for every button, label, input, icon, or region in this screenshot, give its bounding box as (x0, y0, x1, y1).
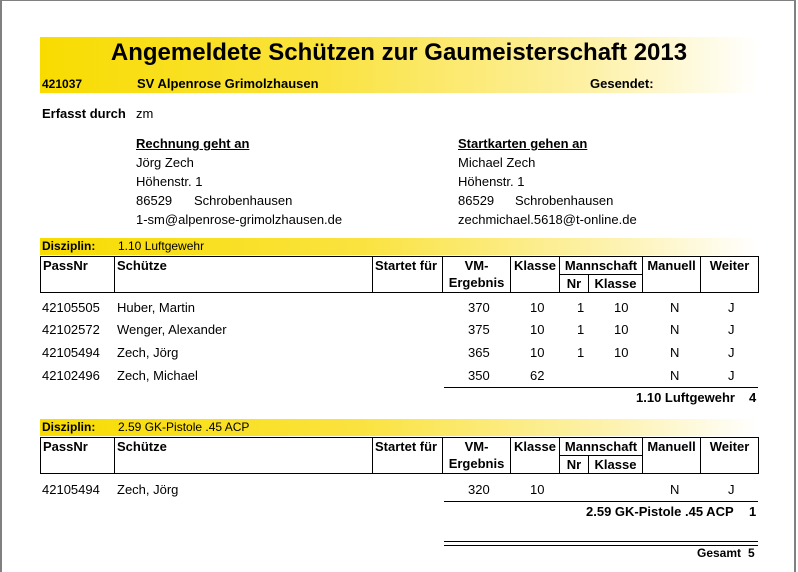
row-name: Zech, Michael (117, 368, 198, 383)
row-result: 320 (468, 482, 490, 497)
col-manual: Manuell (643, 438, 701, 474)
col-class: Klasse (511, 438, 560, 474)
startcards-street: Höhenstr. 1 (458, 174, 525, 189)
row-class: 62 (530, 368, 545, 383)
row-name: Wenger, Alexander (117, 322, 227, 337)
col-team-nr: Nr (560, 456, 589, 474)
row-further: J (728, 322, 735, 337)
startcards-city: Schrobenhausen (515, 193, 614, 208)
col-shooter: Schütze (115, 257, 373, 293)
row-team-nr: 1 (577, 322, 585, 337)
sent-label: Gesendet: (590, 76, 654, 91)
col-passnr: PassNr (41, 257, 115, 293)
row-manual: N (670, 368, 680, 383)
row-team-class: 10 (614, 345, 629, 360)
row-manual: N (670, 345, 680, 360)
row-further: J (728, 482, 735, 497)
row-further: J (728, 300, 735, 315)
discipline-table-header (40, 437, 759, 474)
club-name: SV Alpenrose Grimolzhausen (137, 76, 319, 91)
row-result: 375 (468, 322, 490, 337)
col-starts-for: Startet für (373, 257, 443, 293)
billing-street: Höhenstr. 1 (136, 174, 203, 189)
row-further: J (728, 368, 735, 383)
col-class: Klasse (511, 257, 560, 293)
row-further: J (728, 345, 735, 360)
row-name: Zech, Jörg (117, 482, 179, 497)
row-manual: N (670, 300, 680, 315)
billing-email: 1-sm@alpenrose-grimolzhausen.de (136, 212, 343, 227)
startcards-email: zechmichael.5618@t-online.de (458, 212, 637, 227)
row-passnr: 42102572 (42, 322, 100, 337)
summary-count: 4 (749, 390, 757, 405)
row-passnr: 42105494 (42, 482, 100, 497)
row-result: 350 (468, 368, 490, 383)
col-team: Mannschaft (560, 438, 643, 456)
col-further: Weiter (701, 257, 759, 293)
row-team-class: 10 (614, 300, 629, 315)
col-vm-result (443, 438, 511, 474)
summary-name: 1.10 Luftgewehr (636, 390, 735, 405)
row-name: Zech, Jörg (117, 345, 179, 360)
discipline-name: 1.10 Luftgewehr (118, 239, 205, 253)
startcards-zip: 86529 (458, 193, 495, 208)
row-team-nr: 1 (577, 345, 585, 360)
row-team-nr: 1 (577, 300, 585, 315)
billing-zip: 86529 (136, 193, 173, 208)
total-count: 5 (748, 546, 755, 560)
row-class: 10 (530, 345, 545, 360)
billing-heading: Rechnung geht an (136, 136, 250, 151)
col-passnr: PassNr (41, 438, 115, 474)
discipline-label: Disziplin: (42, 239, 96, 253)
col-vm-line1: VM- (464, 439, 489, 454)
row-result: 370 (468, 300, 490, 315)
summary-divider (444, 501, 758, 502)
row-passnr: 42105494 (42, 345, 100, 360)
col-further: Weiter (701, 438, 759, 474)
billing-city: Schrobenhausen (194, 193, 293, 208)
captured-by-label: Erfasst durch (42, 106, 126, 121)
row-team-class: 10 (614, 322, 629, 337)
row-class: 10 (530, 482, 545, 497)
summary-name: 2.59 GK-Pistole .45 ACP (586, 504, 734, 519)
col-vm-line2: Ergebnis (448, 456, 505, 471)
row-class: 10 (530, 300, 545, 315)
row-result: 365 (468, 345, 490, 360)
row-manual: N (670, 322, 680, 337)
col-vm-line2: Ergebnis (448, 275, 505, 290)
col-starts-for: Startet für (373, 438, 443, 474)
col-team-nr: Nr (560, 275, 589, 293)
row-manual: N (670, 482, 680, 497)
billing-name: Jörg Zech (136, 155, 194, 170)
startcards-heading: Startkarten gehen an (458, 136, 588, 151)
startcards-name: Michael Zech (458, 155, 536, 170)
col-team-class: Klasse (589, 456, 643, 474)
row-name: Huber, Martin (117, 300, 196, 315)
col-team: Mannschaft (560, 257, 643, 275)
discipline-name: 2.59 GK-Pistole .45 ACP (118, 420, 250, 434)
col-vm-line1: VM- (464, 258, 489, 273)
total-label: Gesamt (697, 546, 742, 560)
discipline-label: Disziplin: (42, 420, 96, 434)
summary-divider (444, 387, 758, 388)
col-manual: Manuell (643, 257, 701, 293)
captured-by-value: zm (136, 106, 154, 121)
row-passnr: 42102496 (42, 368, 100, 383)
col-vm-result (443, 257, 511, 293)
row-class: 10 (530, 322, 545, 337)
row-passnr: 42105505 (42, 300, 100, 315)
discipline-table-header (40, 256, 759, 293)
club-number: 421037 (42, 77, 83, 91)
page-title: Angemeldete Schützen zur Gaumeisterschaft 2013 (110, 39, 688, 66)
col-shooter: Schütze (115, 438, 373, 474)
summary-count: 1 (749, 504, 757, 519)
col-team-class: Klasse (589, 275, 643, 293)
